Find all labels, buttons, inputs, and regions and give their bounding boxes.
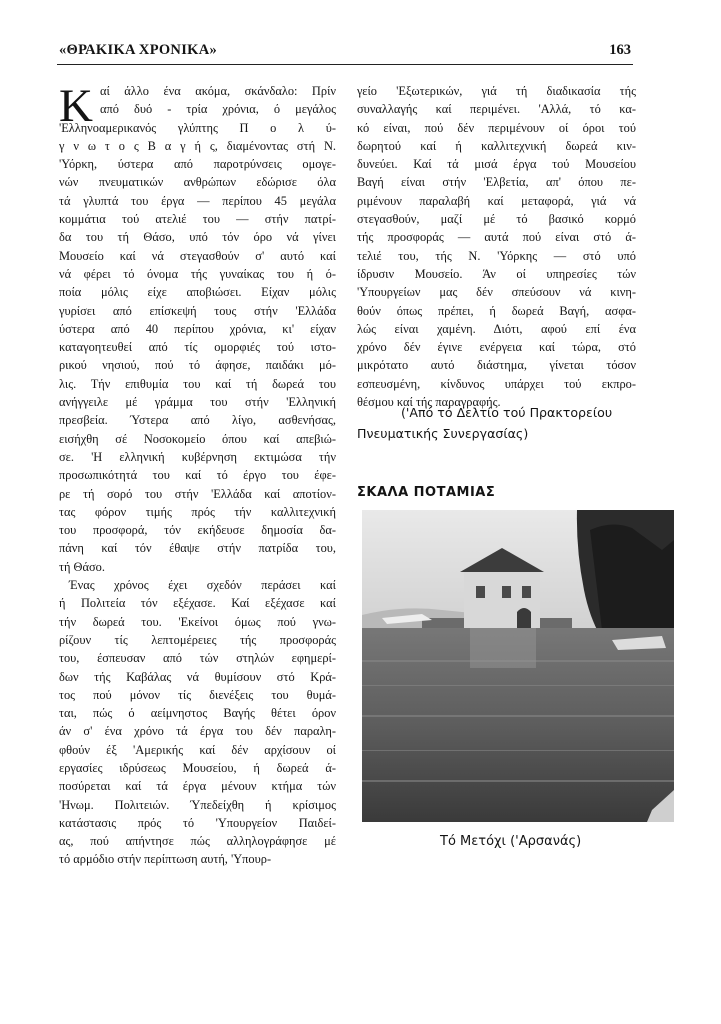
text-line: κομμάτια τού ατελιέ του — στήν πατρί-: [59, 212, 336, 227]
text-line: ποσύρεται καί τά έργα μένουν κτήμα τών: [59, 779, 336, 794]
text-line: 'Υόρκη, ύστερα από παροτρύνσεις ομογε-: [59, 157, 336, 172]
text-line: τό αρμόδιο στήν περίπτωση αυτή, 'Υπουρ-: [59, 852, 272, 867]
text-line: εργασίες ιδρύσεως Μουσείου, ή δωρεά ά-: [59, 760, 336, 775]
text-line: ρικού νησιού, πού τό άφησε, παιδάκι μό-: [59, 358, 336, 373]
text-line: Μουσείο καί νά στεγασθούν σ' αυτό καί: [59, 248, 336, 263]
text-line: κατάστασις πρός τό 'Υπουργείον Παιδεί-: [59, 815, 336, 830]
journal-title: «ΘΡΑΚΙΚΑ ΧΡΟΝΙΚΑ»: [59, 42, 218, 58]
header-rule: [57, 64, 633, 65]
photo-section-heading: ΣΚΑΛΑ ΠΟΤΑΜΙΑΣ: [357, 485, 496, 500]
source-line: ('Από τό Δελτίο τού Πρακτορείου: [401, 405, 613, 420]
text-line: τος πού μόνον τίς διενέξεις του θυμά-: [59, 687, 336, 702]
text-line: ρίζουν τίς λεπτομέρειες τής προσφοράς: [59, 632, 336, 647]
text-line: συναλλαγής καί περιμένει. 'Αλλά, τό κα-: [357, 102, 636, 117]
article-left-column: [59, 82, 336, 869]
article-right-column: [357, 82, 636, 411]
text-line: ίδρυσιν Μουσείο. Άν οί υπηρεσίες τών: [357, 266, 636, 281]
text-line: χρόνο δέν έγινε ενέργεια καί τώρα, στό: [357, 340, 636, 355]
text-line: στεγασθούν, μαζί μέ τό βασικό κορμό: [357, 212, 636, 227]
text-line: δων τής Καβάλας νά θυμίσουν στό Κρά-: [59, 669, 336, 684]
photo-caption: Τό Μετόχι ('Αρσανάς): [440, 834, 582, 849]
text-line: εισήχθη σέ Νοσοκομείο όπου καί απεβιώ-: [59, 431, 336, 446]
text-line: λώς είναι χαμένη. Διότι, αφού επί ένα: [357, 321, 636, 336]
text-line: τήν δωρεά του. 'Εκείνοι όμως πού γνω-: [59, 614, 336, 629]
harbor-photograph: [362, 510, 674, 822]
text-line: δυνεύει. Καί τά μισά έργα τού Μουσείου: [357, 157, 636, 172]
text-line: θέσμου καί τής παραγραφής.: [357, 395, 501, 410]
text-line: Βαγή είναι στήν 'Ελβετία, απ' όπου πε-: [357, 175, 636, 190]
text-line: δα του τή Θάσο, υπό τόν όρο νά γίνει: [59, 230, 336, 245]
text-line: θούν όπως πρέπει, ή δωρεά Βαγή, ασφα-: [357, 303, 636, 318]
text-line: καταγοητευθεί από τίς ομορφιές τού ιστο-: [59, 340, 336, 355]
text-line: εσπευσμένη, κίνδυνος υπάρχει τού εκπρο-: [357, 376, 636, 391]
drop-cap: Κ: [59, 80, 93, 132]
text-line: 'Ελληνοαμερικανός γλύπτης Π ο λ ύ-: [59, 120, 336, 135]
text-line: άν σ' ένα χρόνο τά έργα του δέν παραλη-: [59, 724, 336, 739]
text-line: πάνη καί τόν έθαψε στήν πατρίδα του,: [59, 541, 336, 556]
text-line: τελιέ του, τής Ν. 'Υόρκης — στό υπό: [357, 248, 636, 263]
text-line: τής προσφοράς — αυτά πού είναι στό ά-: [357, 230, 636, 245]
text-line: 'Ηνωμ. Πολιτειών. Ύπεδείχθη ή κρίσιμος: [59, 797, 336, 812]
text-line: μικρότατο αυτό διάστημα, γίνεται τόσον: [357, 358, 636, 373]
text-line: γ ν ω τ ο ς Β α γ ή ς, διαμένοντας στή Ν.: [59, 138, 336, 153]
text-line: νά φέρει τό όνομα τής γυναίκας του ή ό-: [59, 266, 336, 281]
text-line: ρε τή σορό του στήν 'Ελλάδα καί αποτίον-: [59, 486, 336, 501]
text-line: του, έσπευσαν από τών στηλών εφημερί-: [59, 651, 336, 666]
text-line: δωρητού καί ή καλλιτεχνική δωρεά κιν-: [357, 138, 636, 153]
source-line: Πνευματικής Συνεργασίας): [357, 426, 529, 441]
text-line: από δυό - τρία χρόνια, ό μεγάλος: [100, 102, 336, 117]
text-line: προσωπικότητά του καί τό έργο του έφε-: [59, 468, 336, 483]
text-line: ανήγγειλε μέ γράμμα του στήν 'Ελληνική: [59, 395, 336, 410]
text-line: ποία μόλις είχε αποβιώσει. Είχαν μόλις: [59, 285, 336, 300]
text-line: ή Πολιτεία τόν εξέχασε. Καί εξέχασε καί: [59, 596, 336, 611]
text-line: αί άλλο ένα ακόμα, σκάνδαλο: Πρίν: [100, 84, 336, 98]
text-line: γείο 'Εξωτερικών, γιά τή διαδικασία τής: [357, 84, 636, 98]
text-line: πρεσβεία. Ύστερα από λίγο, ασθενήσας,: [59, 413, 336, 428]
text-line: τή Θάσο.: [59, 559, 105, 574]
text-line: ύστερα από 40 περίπου χρόνια, κι' είχαν: [59, 321, 336, 336]
text-line: τά γλυπτά του έργα — περίπου 45 μεγάλα: [59, 193, 336, 208]
text-line: του προσφορά, τόν εκήδευσε δημοσία δα-: [59, 523, 336, 538]
text-line: γυρίσει από επίσκεψή τους στήν 'Ελλάδα: [59, 303, 336, 318]
running-header: [59, 42, 631, 64]
text-line: νών πνευματικών ανθρώπων εδώρισε όλα: [59, 175, 336, 190]
text-line: σε. 'Η ελληνική κυβέρνηση εκτιμώσα τήν: [59, 449, 336, 464]
page-number: 163: [609, 42, 631, 58]
source-note: [357, 402, 636, 444]
text-line: τας φόρον τιμής πρός τήν καλλιτεχνική: [59, 504, 336, 519]
text-line: λις. Τήν επιθυμία του καί τή δωρεά του: [59, 376, 336, 391]
text-line: φθούν έξ 'Αμερικής καί δέν αρχίσουν οί: [59, 742, 336, 757]
text-line: ται, πώς ό αείμνηστος Βαγής θέτει όρον: [59, 706, 336, 721]
text-line: Ένας χρόνος έχει σχεδόν περάσει καί: [69, 578, 336, 593]
text-line: κό είναι, πού δέν περιμένουν οί όροι τού: [357, 120, 636, 135]
text-line: 'Υπουργείων μας δέν σπεύσουν νά κινη-: [357, 285, 636, 300]
text-line: ας, πού απήντησε πώς αλληλογράφησε μέ: [59, 834, 336, 849]
text-line: ριμένουν παραλαβή καί μεταφορά, γιά νά: [357, 193, 636, 208]
